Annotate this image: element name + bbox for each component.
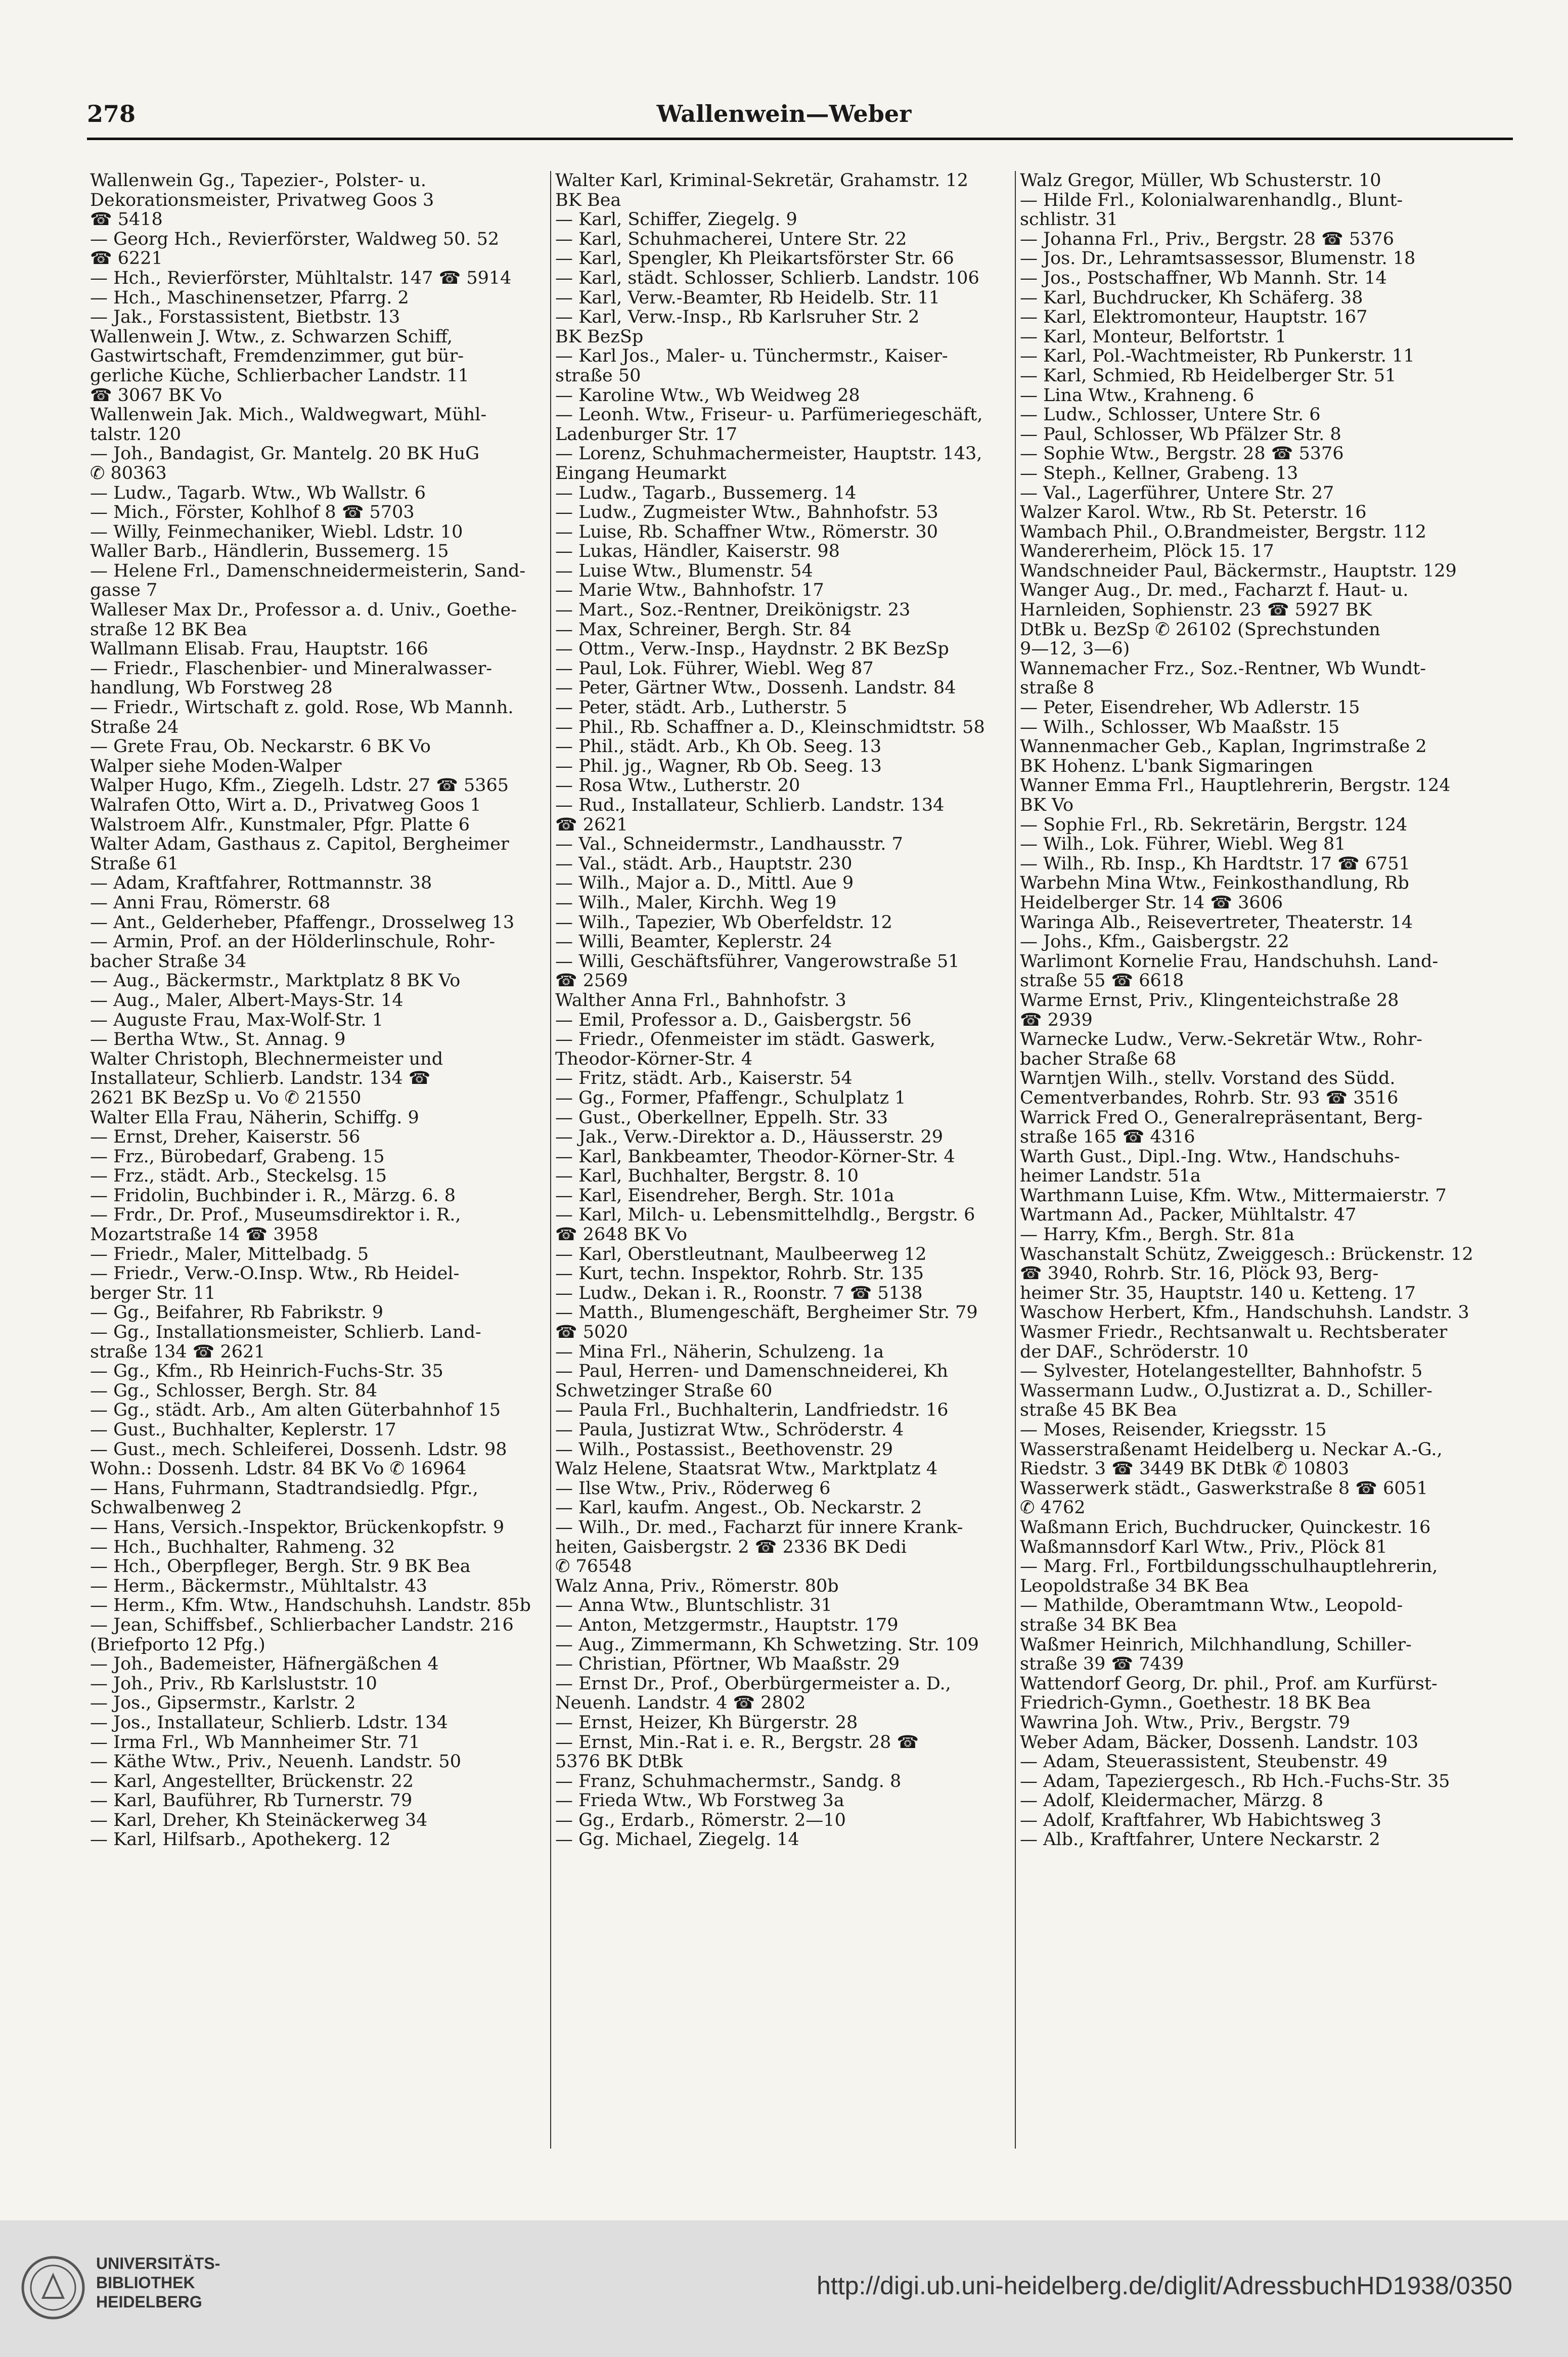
directory-entry-line: — Sophie Wtw., Bergstr. 28 ☎ 5376: [1020, 444, 1344, 464]
directory-entry-line: — Karl, Verw.-Insp., Rb Karlsruher Str. 2: [555, 308, 920, 327]
directory-entry-line: Wannemacher Frz., Soz.-Rentner, Wb Wundt-: [1020, 659, 1426, 679]
directory-entry-line: ☎ 5418: [90, 210, 163, 230]
directory-entry-line: — Paula Frl., Buchhalterin, Landfriedstr. 16: [555, 1401, 949, 1420]
directory-entry-line: — Karl, Buchdrucker, Kh Schäferg. 38: [1020, 288, 1363, 308]
directory-entry-line: Walstroem Alfr., Kunstmaler, Pfgr. Platte 6: [90, 815, 470, 835]
directory-entry-line: — Willi, Geschäftsführer, Vangerowstraße 51: [555, 951, 960, 972]
directory-entry-line: straße 8: [1020, 678, 1095, 699]
directory-entry-line: 5376 BK DtBk: [555, 1752, 683, 1772]
directory-entry-line: ☎ 2648 BK Vo: [555, 1225, 688, 1245]
directory-entry-line: Wandererheim, Plöck 15. 17: [1020, 542, 1274, 561]
directory-entry-line: Wanger Aug., Dr. med., Facharzt f. Haut- u.: [1020, 581, 1409, 601]
directory-entry-line: Walper Hugo, Kfm., Ziegelh. Ldstr. 27 ☎ 5365: [90, 776, 509, 796]
source-url[interactable]: http://digi.ub.uni-heidelberg.de/diglit/AdressbuchHD1938/0350: [817, 2272, 1512, 2300]
page-number: 278: [87, 100, 136, 127]
directory-entry-line: — Matth., Blumengeschäft, Bergheimer Str. 79: [555, 1303, 978, 1323]
directory-entry-line: — Adam, Steuerassistent, Steubenstr. 49: [1020, 1752, 1388, 1772]
directory-entry-line: — Gg., Erdarb., Römerstr. 2—10: [555, 1810, 846, 1830]
directory-entry-line: Wallmann Elisab. Frau, Hauptstr. 166: [90, 639, 428, 659]
directory-entry-line: Walzer Karol. Wtw., Rb St. Peterstr. 16: [1020, 503, 1367, 522]
directory-entry-line: — Gust., Buchhalter, Keplerstr. 17: [90, 1420, 396, 1440]
directory-entry-line: heimer Landstr. 51a: [1020, 1166, 1201, 1186]
directory-entry-line: Wohn.: Dossenh. Ldstr. 84 BK Vo ✆ 16964: [90, 1459, 467, 1479]
directory-entry-line: — Georg Hch., Revierförster, Waldweg 50. 52: [90, 229, 500, 249]
directory-entry-line: 2621 BK BezSp u. Vo ✆ 21550: [90, 1088, 362, 1108]
directory-entry-line: — Paul, Lok. Führer, Wiebl. Weg 87: [555, 659, 874, 679]
directory-entry-line: — Wilh., Tapezier, Wb Oberfeldstr. 12: [555, 912, 892, 933]
directory-entry-line: schlistr. 31: [1020, 210, 1118, 230]
directory-entry-line: — Phil., Rb. Schaffner a. D., Kleinschmidtstr. 58: [555, 717, 985, 737]
directory-entry-line: — Sylvester, Hotelangestellter, Bahnhofstr. 5: [1020, 1362, 1423, 1381]
directory-entry-line: — Marg. Frl., Fortbildungsschulhauptlehrerin,: [1020, 1557, 1438, 1577]
directory-entry-line: — Frdr., Dr. Prof., Museumsdirektor i. R.,: [90, 1205, 461, 1226]
directory-entry-line: Waßmannsdorf Karl Wtw., Priv., Plöck 81: [1020, 1537, 1387, 1557]
directory-entry-line: — Hans, Fuhrmann, Stadtrandsiedlg. Pfgr.,: [90, 1478, 478, 1499]
directory-entry-line: BK BezSp: [555, 327, 644, 347]
directory-entry-line: gasse 7: [90, 581, 158, 601]
directory-entry-line: — Gust., Oberkellner, Eppelh. Str. 33: [555, 1108, 888, 1128]
directory-entry-line: — Karl, Monteur, Belfortstr. 1: [1020, 327, 1287, 347]
directory-entry-line: Waller Barb., Händlerin, Bussemerg. 15: [90, 542, 449, 561]
directory-entry-line: Warth Gust., Dipl.-Ing. Wtw., Handschuhs-: [1020, 1147, 1400, 1167]
directory-entry-line: Theodor-Körner-Str. 4: [555, 1049, 752, 1069]
directory-entry-line: — Adolf, Kraftfahrer, Wb Habichtsweg 3: [1020, 1810, 1381, 1830]
directory-entry-line: — Aug., Zimmermann, Kh Schwetzing. Str. 109: [555, 1635, 979, 1655]
directory-entry-line: Installateur, Schlierb. Landstr. 134 ☎: [90, 1069, 431, 1088]
directory-entry-line: — Wilh., Major a. D., Mittl. Aue 9: [555, 874, 854, 893]
directory-entry-line: straße 12 BK Bea: [90, 620, 247, 640]
directory-entry-line: Ladenburger Str. 17: [555, 424, 738, 445]
directory-entry-line: berger Str. 11: [90, 1283, 216, 1303]
directory-entry-line: — Jos. Dr., Lehramtsassessor, Blumenstr. 18: [1020, 249, 1416, 269]
directory-entry-line: — Ant., Gelderheber, Pfaffengr., Drosselweg 13: [90, 912, 515, 933]
directory-entry-line: Waßmann Erich, Buchdrucker, Quinckestr. 16: [1020, 1517, 1431, 1538]
directory-entry-line: Wanner Emma Frl., Hauptlehrerin, Bergstr. 124: [1020, 776, 1451, 796]
directory-entry-line: Friedrich-Gymn., Goethestr. 18 BK Bea: [1020, 1693, 1371, 1713]
directory-entry-line: — Adam, Kraftfahrer, Rottmannstr. 38: [90, 874, 432, 893]
directory-entry-line: — Grete Frau, Ob. Neckarstr. 6 BK Vo: [90, 737, 431, 757]
directory-entry-line: — Leonh. Wtw., Friseur- u. Parfümeriegeschäft,: [555, 405, 983, 425]
directory-entry-line: — Lorenz, Schuhmachermeister, Hauptstr. 143,: [555, 444, 982, 464]
directory-entry-line: — Käthe Wtw., Priv., Neuenh. Landstr. 50: [90, 1752, 461, 1772]
directory-entry-line: BK Hohenz. L'bank Sigmaringen: [1020, 756, 1313, 776]
library-line: BIBLIOTHEK: [96, 2274, 195, 2292]
directory-entry-line: Straße 61: [90, 854, 179, 874]
directory-entry-line: — Emil, Professor a. D., Gaisbergstr. 56: [555, 1010, 912, 1030]
directory-entry-line: ✆ 80363: [90, 463, 167, 484]
directory-entry-line: straße 55 ☎ 6618: [1020, 971, 1184, 991]
column-right: [1020, 171, 1475, 1850]
directory-entry-line: — Hch., Oberpfleger, Bergh. Str. 9 BK Bea: [90, 1557, 471, 1577]
directory-entry-line: bacher Straße 68: [1020, 1049, 1177, 1069]
directory-entry-line: ☎ 5020: [555, 1323, 628, 1342]
directory-entry-line: Walz Anna, Priv., Römerstr. 80b: [555, 1576, 839, 1596]
directory-entry-line: Wassermann Ludw., O.Justizrat a. D., Schiller-: [1020, 1381, 1432, 1401]
directory-entry-line: straße 50: [555, 366, 641, 386]
directory-entry-line: — Joh., Priv., Rb Karlsluststr. 10: [90, 1674, 377, 1694]
directory-entry-line: — Wilh., Rb. Insp., Kh Hardtstr. 17 ☎ 6751: [1020, 854, 1410, 874]
directory-entry-line: Straße 24: [90, 717, 179, 737]
directory-entry-line: — Auguste Frau, Max-Wolf-Str. 1: [90, 1010, 384, 1030]
directory-entry-line: Warrick Fred O., Generalrepräsentant, Berg-: [1020, 1108, 1423, 1128]
directory-entry-line: — Hans, Versich.-Inspektor, Brückenkopfstr. 9: [90, 1517, 505, 1538]
directory-entry-line: — Ludw., Schlosser, Untere Str. 6: [1020, 405, 1321, 425]
directory-entry-line: — Wilh., Dr. med., Facharzt für innere Krank-: [555, 1517, 963, 1538]
directory-entry-line: — Friedr., Ofenmeister im städt. Gaswerk,: [555, 1030, 935, 1050]
header-rule: [87, 138, 1513, 140]
directory-entry-line: Walz Gregor, Müller, Wb Schusterstr. 10: [1020, 171, 1381, 191]
directory-entry-line: — Hch., Buchhalter, Rahmeng. 32: [90, 1537, 395, 1557]
directory-entry-line: — Joh., Bademeister, Häfnergäßchen 4: [90, 1654, 439, 1674]
directory-entry-line: Riedstr. 3 ☎ 3449 BK DtBk ✆ 10803: [1020, 1459, 1350, 1479]
directory-entry-line: — Luise, Rb. Schaffner Wtw., Römerstr. 30: [555, 522, 938, 542]
directory-entry-line: — Hch., Revierförster, Mühltalstr. 147 ☎ 5914: [90, 268, 512, 288]
directory-entry-line: — Steph., Kellner, Grabeng. 13: [1020, 463, 1298, 484]
directory-entry-line: — Karl, städt. Schlosser, Schlierb. Landstr. 106: [555, 268, 979, 288]
directory-entry-line: Warntjen Wilh., stellv. Vorstand des Südd.: [1020, 1069, 1396, 1088]
university-seal-icon: [20, 2255, 86, 2321]
directory-entry-line: — Karl, Schmied, Rb Heidelberger Str. 51: [1020, 366, 1397, 386]
directory-entry-line: ☎ 2621: [555, 815, 628, 835]
directory-entry-line: — Karl, Elektromonteur, Hauptstr. 167: [1020, 308, 1368, 327]
directory-entry-line: — Karl, Pol.-Wachtmeister, Rb Punkerstr. 11: [1020, 346, 1415, 366]
directory-entry-line: Walter Christoph, Blechnermeister und: [90, 1049, 443, 1069]
directory-entry-line: — Friedr., Flaschenbier- und Mineralwasser-: [90, 659, 492, 679]
library-line: UNIVERSITÄTS-: [96, 2254, 220, 2273]
directory-entry-line: — Gg., Kfm., Rb Heinrich-Fuchs-Str. 35: [90, 1362, 443, 1381]
directory-entry-line: — Peter, städt. Arb., Lutherstr. 5: [555, 698, 847, 718]
directory-entry-line: — Gg. Michael, Ziegelg. 14: [555, 1830, 799, 1850]
directory-entry-line: — Karl, Dreher, Kh Steinäckerweg 34: [90, 1810, 428, 1830]
directory-entry-line: DtBk u. BezSp ✆ 26102 (Sprechstunden: [1020, 620, 1380, 640]
directory-entry-line: — Aug., Bäckermstr., Marktplatz 8 BK Vo: [90, 971, 461, 991]
directory-entry-line: Wallenwein Gg., Tapezier-, Polster- u.: [90, 171, 426, 191]
directory-entry-line: — Paul, Schlosser, Wb Pfälzer Str. 8: [1020, 424, 1341, 445]
directory-entry-line: Warme Ernst, Priv., Klingenteichstraße 28: [1020, 990, 1399, 1011]
directory-entry-line: Harnleiden, Sophienstr. 23 ☎ 5927 BK: [1020, 600, 1372, 620]
directory-entry-line: — Friedr., Wirtschaft z. gold. Rose, Wb Mannh.: [90, 698, 514, 718]
directory-entry-line: Mozartstraße 14 ☎ 3958: [90, 1225, 319, 1245]
directory-entry-line: — Fridolin, Buchbinder i. R., Märzg. 6. 8: [90, 1186, 456, 1206]
directory-entry-line: — Aug., Maler, Albert-Mays-Str. 14: [90, 990, 404, 1011]
directory-entry-line: — Jos., Postschaffner, Wb Mannh. Str. 14: [1020, 268, 1387, 288]
directory-entry-line: ☎ 2939: [1020, 1010, 1093, 1030]
directory-entry-line: Wallenwein Jak. Mich., Waldwegwart, Mühl-: [90, 405, 487, 425]
directory-entry-line: — Luise Wtw., Blumenstr. 54: [555, 561, 813, 581]
directory-entry-line: Warnecke Ludw., Verw.-Sekretär Wtw., Rohr-: [1020, 1030, 1422, 1050]
directory-entry-line: — Hch., Maschinensetzer, Pfarrg. 2: [90, 288, 409, 308]
directory-entry-line: Heidelberger Str. 14 ☎ 3606: [1020, 893, 1283, 913]
directory-entry-line: ☎ 3067 BK Vo: [90, 385, 222, 406]
directory-entry-line: talstr. 120: [90, 424, 182, 445]
directory-entry-line: BK Vo: [1020, 796, 1074, 815]
directory-entry-line: Schwetzinger Straße 60: [555, 1381, 773, 1401]
library-line: HEIDELBERG: [96, 2293, 202, 2311]
directory-entry-line: Wallenwein J. Wtw., z. Schwarzen Schiff,: [90, 327, 453, 347]
directory-entry-line: Walther Anna Frl., Bahnhofstr. 3: [555, 990, 846, 1011]
directory-entry-line: — Herm., Bäckermstr., Mühltalstr. 43: [90, 1576, 427, 1596]
directory-entry-line: Wasmer Friedr., Rechtsanwalt u. Rechtsberater: [1020, 1323, 1448, 1342]
directory-entry-line: — Lina Wtw., Krahneng. 6: [1020, 385, 1255, 406]
directory-entry-line: straße 45 BK Bea: [1020, 1401, 1177, 1420]
directory-entry-line: — Ernst, Dreher, Kaiserstr. 56: [90, 1127, 361, 1147]
directory-entry-line: — Karl, Spengler, Kh Pleikartsförster Str. 66: [555, 249, 954, 269]
directory-entry-line: ☎ 6221: [90, 249, 163, 269]
directory-entry-line: — Karl, kaufm. Angest., Ob. Neckarstr. 2: [555, 1498, 922, 1518]
directory-entry-line: — Max, Schreiner, Bergh. Str. 84: [555, 620, 852, 640]
directory-entry-line: 9—12, 3—6): [1020, 639, 1130, 659]
directory-entry-line: — Bertha Wtw., St. Annag. 9: [90, 1030, 346, 1050]
directory-entry-line: — Anton, Metzgermstr., Hauptstr. 179: [555, 1615, 899, 1635]
directory-entry-line: ✆ 76548: [555, 1557, 632, 1577]
directory-entry-line: — Gg., städt. Arb., Am alten Güterbahnhof 15: [90, 1401, 501, 1420]
directory-entry-line: — Karl, Angestellter, Brückenstr. 22: [90, 1771, 414, 1792]
directory-entry-line: Wambach Phil., O.Brandmeister, Bergstr. 112: [1020, 522, 1426, 542]
directory-entry-line: straße 39 ☎ 7439: [1020, 1654, 1184, 1674]
directory-entry-line: — Ottm., Verw.-Insp., Haydnstr. 2 BK BezSp: [555, 639, 949, 659]
library-footer: [0, 2220, 1568, 2357]
directory-entry-line: — Jos., Installateur, Schlierb. Ldstr. 134: [90, 1713, 448, 1733]
directory-entry-line: heiten, Gaisbergstr. 2 ☎ 2336 BK Dedi: [555, 1537, 907, 1557]
directory-entry-line: — Frieda Wtw., Wb Forstweg 3a: [555, 1791, 844, 1811]
directory-entry-line: Warlimont Kornelie Frau, Handschuhsh. Land-: [1020, 951, 1439, 972]
column-divider: [1015, 171, 1016, 2149]
directory-entry-line: — Johs., Kfm., Gaisbergstr. 22: [1020, 932, 1289, 952]
directory-entry-line: — Gg., Schlosser, Bergh. Str. 84: [90, 1381, 378, 1401]
directory-entry-line: — Franz, Schuhmachermstr., Sandg. 8: [555, 1771, 902, 1792]
directory-entry-line: — Moses, Reisender, Kriegsstr. 15: [1020, 1420, 1327, 1440]
directory-entry-line: Walter Ella Frau, Näherin, Schiffg. 9: [90, 1108, 419, 1128]
directory-entry-line: ☎ 2569: [555, 971, 628, 991]
directory-entry-line: — Karl, Bankbeamter, Theodor-Körner-Str. 4: [555, 1147, 955, 1167]
directory-entry-line: der DAF., Schröderstr. 10: [1020, 1342, 1248, 1362]
directory-entry-line: — Karl, Schiffer, Ziegelg. 9: [555, 210, 797, 230]
directory-entry-line: Wasserstraßenamt Heidelberg u. Neckar A.-G.,: [1020, 1439, 1443, 1460]
directory-entry-line: (Briefporto 12 Pfg.): [90, 1635, 265, 1655]
directory-entry-line: — Karoline Wtw., Wb Weidweg 28: [555, 385, 860, 406]
directory-entry-line: Wandschneider Paul, Bäckermstr., Hauptstr. 129: [1020, 561, 1457, 581]
directory-entry-line: — Wilh., Postassist., Beethovenstr. 29: [555, 1439, 893, 1460]
directory-entry-line: — Karl, Hilfsarb., Apothekerg. 12: [90, 1830, 391, 1850]
directory-entry-line: — Ilse Wtw., Priv., Röderweg 6: [555, 1478, 831, 1499]
directory-entry-line: — Fritz, städt. Arb., Kaiserstr. 54: [555, 1069, 853, 1088]
directory-entry-line: — Peter, Gärtner Wtw., Dossenh. Landstr. 84: [555, 678, 956, 699]
directory-entry-line: heimer Str. 35, Hauptstr. 140 u. Ketteng. 17: [1020, 1283, 1416, 1303]
directory-entry-line: Wattendorf Georg, Dr. phil., Prof. am Kurfürst-: [1020, 1674, 1438, 1694]
directory-entry-line: — Mathilde, Oberamtmann Wtw., Leopold-: [1020, 1596, 1403, 1616]
directory-entry-line: — Adam, Tapeziergesch., Rb Hch.-Fuchs-Str. 35: [1020, 1771, 1450, 1792]
directory-entry-line: Wannenmacher Geb., Kaplan, Ingrimstraße 2: [1020, 737, 1427, 757]
column-divider: [550, 171, 551, 2149]
directory-entry-line: Walleser Max Dr., Professor a. d. Univ., Goethe-: [90, 600, 517, 620]
directory-entry-line: Cementverbandes, Rohrb. Str. 93 ☎ 3516: [1020, 1088, 1399, 1108]
directory-entry-line: Warbehn Mina Wtw., Feinkosthandlung, Rb: [1020, 874, 1409, 893]
directory-entry-line: — Jos., Gipsermstr., Karlstr. 2: [90, 1693, 356, 1713]
column-middle: [555, 171, 1010, 1850]
directory-entry-line: — Alb., Kraftfahrer, Untere Neckarstr. 2: [1020, 1830, 1380, 1850]
directory-entry-line: — Rosa Wtw., Lutherstr. 20: [555, 776, 800, 796]
column-left: [90, 171, 545, 1850]
directory-entry-line: Schwalbenweg 2: [90, 1498, 242, 1518]
directory-entry-line: Weber Adam, Bäcker, Dossenh. Landstr. 103: [1020, 1732, 1419, 1753]
directory-entry-line: — Karl, Buchhalter, Bergstr. 8. 10: [555, 1166, 859, 1186]
directory-entry-line: — Frz., städt. Arb., Steckelsg. 15: [90, 1166, 387, 1186]
directory-entry-line: — Marie Wtw., Bahnhofstr. 17: [555, 581, 824, 601]
directory-entry-line: — Herm., Kfm. Wtw., Handschuhsh. Landstr. 85b: [90, 1596, 531, 1616]
directory-entry-line: — Friedr., Maler, Mittelbadg. 5: [90, 1244, 369, 1264]
directory-entry-line: — Val., Lagerführer, Untere Str. 27: [1020, 483, 1334, 503]
directory-entry-line: — Gg., Installationsmeister, Schlierb. Land-: [90, 1323, 481, 1342]
directory-entry-line: — Lukas, Händler, Kaiserstr. 98: [555, 542, 840, 561]
directory-entry-line: — Sophie Frl., Rb. Sekretärin, Bergstr. 124: [1020, 815, 1408, 835]
directory-entry-line: — Karl, Milch- u. Lebensmittelhdlg., Bergstr. 6: [555, 1205, 975, 1226]
directory-entry-line: — Karl, Verw.-Beamter, Rb Heidelb. Str. 11: [555, 288, 940, 308]
directory-entry-line: BK Bea: [555, 190, 621, 210]
directory-entry-line: Walper siehe Moden-Walper: [90, 756, 342, 776]
directory-entry-line: — Karl, Schuhmacherei, Untere Str. 22: [555, 229, 907, 249]
directory-entry-line: Wartmann Ad., Packer, Mühltalstr. 47: [1020, 1205, 1357, 1226]
directory-entry-line: — Jak., Verw.-Direktor a. D., Häusserstr. 29: [555, 1127, 944, 1147]
directory-entry-line: Leopoldstraße 34 BK Bea: [1020, 1576, 1249, 1596]
running-title: Wallenwein—Weber: [656, 100, 912, 127]
directory-entry-line: — Paul, Herren- und Damenschneiderei, Kh: [555, 1362, 949, 1381]
directory-entry-line: — Karl, Oberstleutnant, Maulbeerweg 12: [555, 1244, 927, 1264]
directory-entry-line: — Adolf, Kleidermacher, Märzg. 8: [1020, 1791, 1323, 1811]
directory-entry-line: — Christian, Pförtner, Wb Maaßstr. 29: [555, 1654, 900, 1674]
directory-entry-line: — Ernst Dr., Prof., Oberbürgermeister a. D.,: [555, 1674, 951, 1694]
directory-entry-line: — Paula, Justizrat Wtw., Schröderstr. 4: [555, 1420, 904, 1440]
directory-entry-line: — Irma Frl., Wb Mannheimer Str. 71: [90, 1732, 420, 1753]
directory-entry-line: — Willy, Feinmechaniker, Wiebl. Ldstr. 10: [90, 522, 463, 542]
directory-entry-line: — Frz., Bürobedarf, Grabeng. 15: [90, 1147, 385, 1167]
directory-entry-line: — Ludw., Tagarb. Wtw., Wb Wallstr. 6: [90, 483, 426, 503]
directory-entry-line: — Peter, Eisendreher, Wb Adlerstr. 15: [1020, 698, 1360, 718]
directory-entry-line: — Anni Frau, Römerstr. 68: [90, 893, 331, 913]
directory-entry-line: — Gg., Former, Pfaffengr., Schulplatz 1: [555, 1088, 906, 1108]
directory-entry-line: — Jean, Schiffsbef., Schlierbacher Landstr. 216: [90, 1615, 514, 1635]
directory-entry-line: — Jak., Forstassistent, Bietbstr. 13: [90, 308, 400, 327]
directory-entry-line: — Ernst, Min.-Rat i. e. R., Bergstr. 28 ☎: [555, 1732, 919, 1753]
directory-entry-line: gerliche Küche, Schlierbacher Landstr. 11: [90, 366, 469, 386]
directory-entry-line: — Karl, Bauführer, Rb Turnerstr. 79: [90, 1791, 413, 1811]
directory-entry-line: — Armin, Prof. an der Hölderlinschule, Rohr-: [90, 932, 496, 952]
directory-entry-line: Waschanstalt Schütz, Zweiggesch.: Brückenstr. 12: [1020, 1244, 1473, 1264]
directory-entry-line: Waschow Herbert, Kfm., Handschuhsh. Landstr. 3: [1020, 1303, 1469, 1323]
directory-entry-line: — Karl Jos., Maler- u. Tünchermstr., Kaiser-: [555, 346, 948, 366]
directory-entry-line: — Ludw., Dekan i. R., Roonstr. 7 ☎ 5138: [555, 1283, 923, 1303]
directory-entry-line: Waringa Alb., Reisevertreter, Theaterstr. 14: [1020, 912, 1413, 933]
directory-entry-line: Wawrina Joh. Wtw., Priv., Bergstr. 79: [1020, 1713, 1351, 1733]
directory-entry-line: — Wilh., Maler, Kirchh. Weg 19: [555, 893, 837, 913]
directory-entry-line: — Harry, Kfm., Bergh. Str. 81a: [1020, 1225, 1294, 1245]
directory-entry-line: Gastwirtschaft, Fremdenzimmer, gut bür-: [90, 346, 464, 366]
directory-entry-line: — Phil., städt. Arb., Kh Ob. Seeg. 13: [555, 737, 882, 757]
directory-entry-line: — Willi, Beamter, Keplerstr. 24: [555, 932, 832, 952]
directory-entry-line: — Phil. jg., Wagner, Rb Ob. Seeg. 13: [555, 756, 882, 776]
directory-entry-line: — Wilh., Schlosser, Wb Maaßstr. 15: [1020, 717, 1340, 737]
directory-entry-line: — Mina Frl., Näherin, Schulzeng. 1a: [555, 1342, 884, 1362]
directory-entry-line: — Ludw., Zugmeister Wtw., Bahnhofstr. 53: [555, 503, 938, 522]
directory-entry-line: — Joh., Bandagist, Gr. Mantelg. 20 BK HuG: [90, 444, 480, 464]
library-name: [96, 2254, 220, 2311]
directory-entry-line: Neuenh. Landstr. 4 ☎ 2802: [555, 1693, 806, 1713]
directory-entry-line: — Helene Frl., Damenschneidermeisterin, Sand-: [90, 561, 526, 581]
directory-entry-line: — Gg., Beifahrer, Rb Fabrikstr. 9: [90, 1303, 384, 1323]
directory-entry-line: — Gust., mech. Schleiferei, Dossenh. Ldstr. 98: [90, 1439, 507, 1460]
directory-entry-line: straße 165 ☎ 4316: [1020, 1127, 1195, 1147]
directory-entry-line: straße 34 BK Bea: [1020, 1615, 1177, 1635]
directory-entry-line: — Val., Schneidermstr., Landhausstr. 7: [555, 835, 903, 854]
directory-entry-line: ☎ 3940, Rohrb. Str. 16, Plöck 93, Berg-: [1020, 1264, 1379, 1284]
directory-entry-line: — Ludw., Tagarb., Bussemerg. 14: [555, 483, 857, 503]
directory-entry-line: — Kurt, techn. Inspektor, Rohrb. Str. 135: [555, 1264, 924, 1284]
directory-entry-line: — Anna Wtw., Bluntschlistr. 31: [555, 1596, 832, 1616]
directory-entry-line: — Mich., Förster, Kohlhof 8 ☎ 5703: [90, 503, 415, 522]
directory-entry-line: Walter Karl, Kriminal-Sekretär, Grahamstr. 12: [555, 171, 968, 191]
directory-entry-line: Dekorationsmeister, Privatweg Goos 3: [90, 190, 434, 210]
directory-entry-line: Eingang Heumarkt: [555, 463, 727, 484]
directory-entry-line: ✆ 4762: [1020, 1498, 1086, 1518]
directory-entry-line: Walz Helene, Staatsrat Wtw., Marktplatz 4: [555, 1459, 938, 1479]
directory-entry-line: — Johanna Frl., Priv., Bergstr. 28 ☎ 5376: [1020, 229, 1394, 249]
directory-entry-line: Warthmann Luise, Kfm. Wtw., Mittermaierstr. 7: [1020, 1186, 1447, 1206]
directory-entry-line: — Ernst, Heizer, Kh Bürgerstr. 28: [555, 1713, 858, 1733]
directory-entry-line: — Val., städt. Arb., Hauptstr. 230: [555, 854, 853, 874]
directory-entry-line: — Friedr., Verw.-O.Insp. Wtw., Rb Heidel-: [90, 1264, 460, 1284]
directory-entry-line: Walrafen Otto, Wirt a. D., Privatweg Goos 1: [90, 796, 481, 815]
directory-entry-line: — Mart., Soz.-Rentner, Dreikönigstr. 23: [555, 600, 911, 620]
directory-entry-line: — Wilh., Lok. Führer, Wiebl. Weg 81: [1020, 835, 1346, 854]
directory-entry-line: Waßmer Heinrich, Milchhandlung, Schiller-: [1020, 1635, 1412, 1655]
directory-entry-line: handlung, Wb Forstweg 28: [90, 678, 333, 699]
directory-entry-line: bacher Straße 34: [90, 951, 247, 972]
directory-entry-line: Walter Adam, Gasthaus z. Capitol, Bergheimer: [90, 835, 509, 854]
directory-entry-line: — Hilde Frl., Kolonialwarenhandlg., Blunt-: [1020, 190, 1403, 210]
directory-entry-line: — Karl, Eisendreher, Bergh. Str. 101a: [555, 1186, 894, 1206]
directory-entry-line: straße 134 ☎ 2621: [90, 1342, 265, 1362]
directory-entry-line: Wasserwerk städt., Gaswerkstraße 8 ☎ 6051: [1020, 1478, 1428, 1499]
directory-entry-line: — Rud., Installateur, Schlierb. Landstr. 134: [555, 796, 945, 815]
